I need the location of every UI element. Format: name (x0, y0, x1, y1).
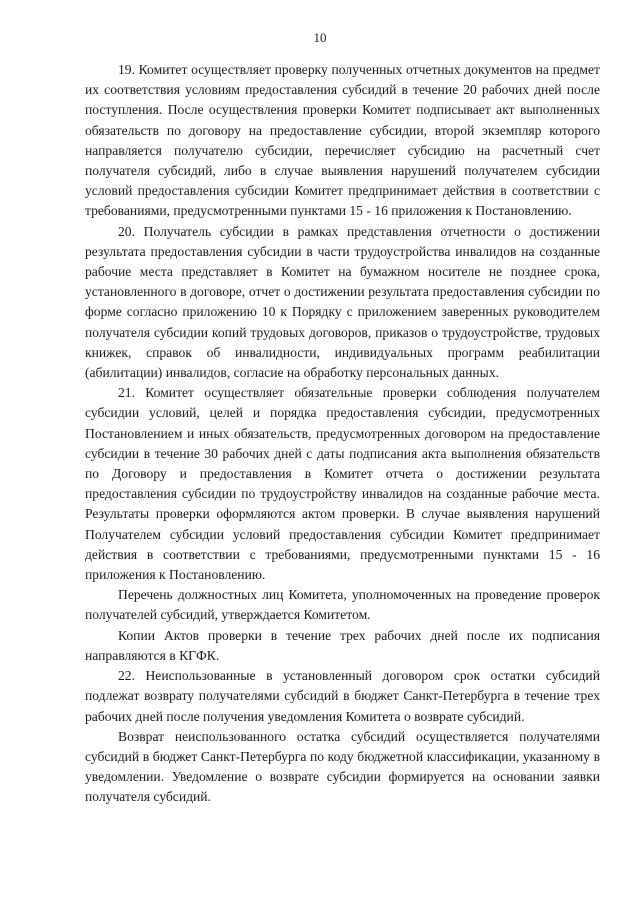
paragraph-act-copies: Копии Актов проверки в течение трех рабочих дней после их подписания направляются в КГФК. (85, 627, 600, 663)
document-body (85, 60, 600, 808)
paragraph-inspectors-list: Перечень должностных лиц Комитета, уполномоченных на проведение проверок получателей субсидий, утверждается Комитетом. (85, 587, 600, 623)
paragraph-22: 22. Неиспользованные в установленный договором срок остатки субсидий подлежат возврату получателями субсидий в бюджет Санкт-Петербурга в течение трех рабочих дней после получения уведомления Комитета о возврате субсидий. (85, 668, 600, 724)
page-number: 10 (313, 30, 327, 45)
paragraph-21: 21. Комитет осуществляет обязательные проверки соблюдения получателем субсидии условий, целей и порядка предоставления субсидии, предусмотренных Постановлением и иных обязательств, предусмотренных договором на предоставление субсидии в течение 30 рабочих дней с даты подписания акта выполнения обязательств по Договору и предоставления в Комитет отчета о достижении результата предоставления субсидии по трудоустройству инвалидов на созданные рабочие места. Результаты проверки оформляются актом проверки. В случае выявления нарушений Получателем субсидии условий предоставления субсидии Комитет предпринимает действия в соответствии с требованиями, предусмотренными пунктами 15 - 16 приложения к Постановлению. (85, 385, 600, 583)
paragraph-refund: Возврат неиспользованного остатка субсидий осуществляется получателями субсидий в бюджет Санкт-Петербурга по коду бюджетной классификации, указанному в уведомлении. Уведомление о возврате субсидии формируется на основании заявки получателя субсидий. (85, 728, 600, 805)
paragraph-19: 19. Комитет осуществляет проверку полученных отчетных документов на предмет их соответствия условиям предоставления субсидий в течение 20 рабочих дней после поступления. После осуществления проверки Комитет подписывает акт выполненных обязательств по договору на предоставление субсидии, второй экземпляр которого направляется получателю субсидии, перечисляет субсидию на расчетный счет получателя субсидий, либо в случае выявления нарушений получателем субсидии условий предоставления субсидии Комитет предпринимает действия в соответствии с требованиями, предусмотренными пунктами 15 - 16 приложения к Постановлению. (85, 62, 600, 219)
paragraph-20: 20. Получатель субсидии в рамках представления отчетности о достижении результата предоставления субсидии в части трудоустройства инвалидов на созданные рабочие места представляет в Комитет на бумажном носителе не позднее срока, установленного в договоре, отчет о достижении результата предоставления субсидии по форме согласно приложению 10 к Порядку с приложением заверенных руководителем получателя субсидии копий трудовых договоров, приказов о трудоустройстве, трудовых книжек, справок об инвалидности, индивидуальных программ реабилитации (абилитации) инвалидов, согласие на обработку персональных данных. (85, 223, 600, 381)
